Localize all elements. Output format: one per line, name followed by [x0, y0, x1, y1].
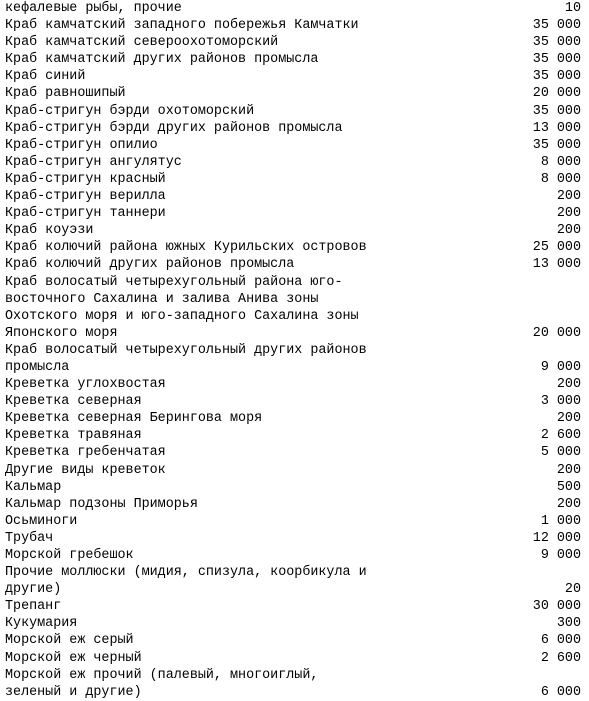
quantity-value: 9 000 [540, 548, 581, 563]
species-name [5, 17, 511, 34]
species-name [5, 85, 511, 102]
species-name [5, 103, 511, 120]
table-row [5, 188, 581, 205]
quantity-value: 200 [556, 206, 581, 222]
table-row [5, 427, 581, 444]
species-name [5, 188, 511, 205]
quantity-value: 200 [556, 189, 581, 205]
table-row [5, 103, 581, 120]
quantity-value: 200 [556, 496, 581, 512]
table-row [5, 667, 581, 701]
species-name-line: Морской еж черный [5, 650, 142, 666]
quantity-value: 25 000 [532, 240, 581, 256]
table-row [5, 256, 581, 273]
table-row [5, 0, 581, 17]
species-name-line: Креветка гребенчатая [5, 445, 166, 461]
quantity-value: 200 [556, 411, 581, 427]
species-name [5, 137, 511, 154]
quantity-value: 30 000 [532, 599, 581, 615]
quantity-value: 13 000 [532, 257, 581, 273]
species-name-line: Трепанг [5, 599, 62, 615]
document-body [5, 0, 581, 701]
species-name [5, 274, 511, 342]
quantity-value: 20 000 [532, 86, 581, 102]
species-name-line: Осьминоги [5, 513, 78, 529]
species-name-line: Краб-стригун бэрди охотоморский [5, 103, 255, 119]
table-row [5, 51, 581, 68]
species-name [5, 410, 511, 427]
species-name [5, 530, 511, 547]
quantity-value: 12 000 [532, 530, 581, 546]
species-name [5, 444, 511, 461]
species-name-line: Прочие моллюски (мидия, спизула, коорбикула и [5, 565, 367, 581]
species-name [5, 393, 511, 410]
table-row [5, 513, 581, 530]
quantity-value: 10 [564, 1, 581, 16]
species-name-line: Краб-стригун верилла [5, 189, 166, 205]
table-row [5, 68, 581, 85]
species-name [5, 154, 511, 171]
species-name-line: Кальмар подзоны Приморья [5, 496, 198, 512]
quantity-value: 200 [556, 377, 581, 393]
species-name-line: зеленый и другие) [5, 684, 142, 700]
table-row [5, 462, 581, 479]
species-name [5, 462, 511, 479]
species-name-line: Краб равношипый [5, 86, 126, 102]
species-name [5, 0, 511, 17]
species-name-line: Морской еж прочий (палевый, многоиглый, [5, 667, 319, 683]
species-name-line: Креветка травяная [5, 428, 142, 444]
species-name [5, 564, 511, 598]
quantity-value: 9 000 [540, 359, 581, 375]
species-name [5, 632, 511, 649]
quantity-value: 35 000 [532, 69, 581, 85]
species-name [5, 205, 511, 222]
species-name-line: Краб-стригун ангулятус [5, 154, 182, 170]
species-name-line: Краб колючий других районов промысла [5, 257, 295, 273]
species-name-line: Кукумария [5, 616, 78, 632]
species-name-line: Краб-стригун бэрди других районов промысла [5, 120, 343, 136]
table-row [5, 496, 581, 513]
species-name [5, 547, 511, 564]
table-row [5, 598, 581, 615]
table-row [5, 479, 581, 496]
species-name-line: Краб синий [5, 69, 86, 85]
table-row [5, 222, 581, 239]
table-row [5, 530, 581, 547]
species-name-line: Морской гребешок [5, 548, 134, 563]
table-row [5, 376, 581, 393]
species-name-line: Трубач [5, 530, 54, 546]
species-name-line: Креветка северная [5, 394, 142, 410]
table-row [5, 205, 581, 222]
species-name [5, 256, 511, 273]
quantity-value: 35 000 [532, 18, 581, 34]
species-name-line: Другие виды креветок [5, 462, 166, 478]
table-row [5, 274, 581, 342]
species-name [5, 479, 511, 496]
species-name-line: Охотского моря и юго-западного Сахалина зоны [5, 308, 359, 324]
quantity-value: 20 000 [532, 325, 581, 341]
species-name-line: Краб камчатский других районов промысла [5, 52, 319, 68]
species-name [5, 51, 511, 68]
table-row [5, 650, 581, 667]
quantity-value: 300 [556, 616, 581, 632]
species-name [5, 222, 511, 239]
quantity-value: 3 000 [540, 394, 581, 410]
quantity-value: 2 600 [540, 428, 581, 444]
species-name-line: промысла [5, 359, 70, 375]
species-name-line: Краб колючий района южных Курильских островов [5, 240, 367, 256]
species-name-line: другие) [5, 582, 62, 598]
table-row [5, 547, 581, 564]
quantity-value: 20 [564, 582, 581, 598]
species-name-line: Краб-стригун красный [5, 171, 166, 187]
species-name-line: Кальмар [5, 479, 62, 495]
quantity-value: 6 000 [540, 633, 581, 649]
species-name-line: Краб камчатский североохотоморский [5, 35, 279, 51]
species-name-line: Краб волосатый четырехугольный района юго- [5, 274, 343, 290]
species-name [5, 427, 511, 444]
quantity-value: 1 000 [540, 513, 581, 529]
quantity-value: 2 600 [540, 650, 581, 666]
table-row [5, 137, 581, 154]
table-row [5, 444, 581, 461]
quantity-value: 500 [556, 479, 581, 495]
table-row [5, 239, 581, 256]
species-name-line: Краб камчатский западного побережья Камчатки [5, 18, 359, 34]
species-name-line: Морской еж серый [5, 633, 134, 649]
species-name [5, 68, 511, 85]
table-row [5, 154, 581, 171]
species-name-line: Краб-стригун опилио [5, 137, 158, 153]
species-name [5, 342, 511, 376]
species-name [5, 496, 511, 513]
table-row [5, 342, 581, 376]
quantity-value: 8 000 [540, 171, 581, 187]
species-name [5, 171, 511, 188]
species-name [5, 513, 511, 530]
table-row [5, 615, 581, 632]
species-name-line: Креветка углохвостая [5, 377, 166, 393]
quantity-value: 35 000 [532, 35, 581, 51]
species-name [5, 667, 511, 701]
species-name [5, 120, 511, 137]
species-name [5, 239, 511, 256]
species-name-line: восточного Сахалина и залива Анива зоны [5, 291, 319, 307]
species-name-line: Японского моря [5, 325, 118, 341]
species-name [5, 650, 511, 667]
species-name-line: Краб коуэзи [5, 223, 94, 239]
species-name-line: Креветка северная Берингова моря [5, 411, 263, 427]
table-row [5, 564, 581, 598]
table-row [5, 393, 581, 410]
table-row [5, 34, 581, 51]
table-row [5, 17, 581, 34]
table-row [5, 171, 581, 188]
species-name [5, 598, 511, 615]
quantity-value: 6 000 [540, 684, 581, 700]
table-row [5, 85, 581, 102]
table-row [5, 410, 581, 427]
quantity-value: 200 [556, 223, 581, 239]
species-name-line: Краб волосатый четырехугольный других районов [5, 342, 367, 358]
species-name [5, 615, 511, 632]
quantity-value: 35 000 [532, 103, 581, 119]
quantity-value: 13 000 [532, 120, 581, 136]
table-row [5, 632, 581, 649]
quantity-value: 8 000 [540, 154, 581, 170]
species-name-line: кефалевые рыбы, прочие [5, 1, 182, 16]
quantity-value: 200 [556, 462, 581, 478]
species-name [5, 34, 511, 51]
species-name-line: Краб-стригун таннери [5, 206, 166, 222]
species-name [5, 376, 511, 393]
quantity-value: 35 000 [532, 52, 581, 68]
quantity-value: 5 000 [540, 445, 581, 461]
quantity-value: 35 000 [532, 137, 581, 153]
table-row [5, 120, 581, 137]
